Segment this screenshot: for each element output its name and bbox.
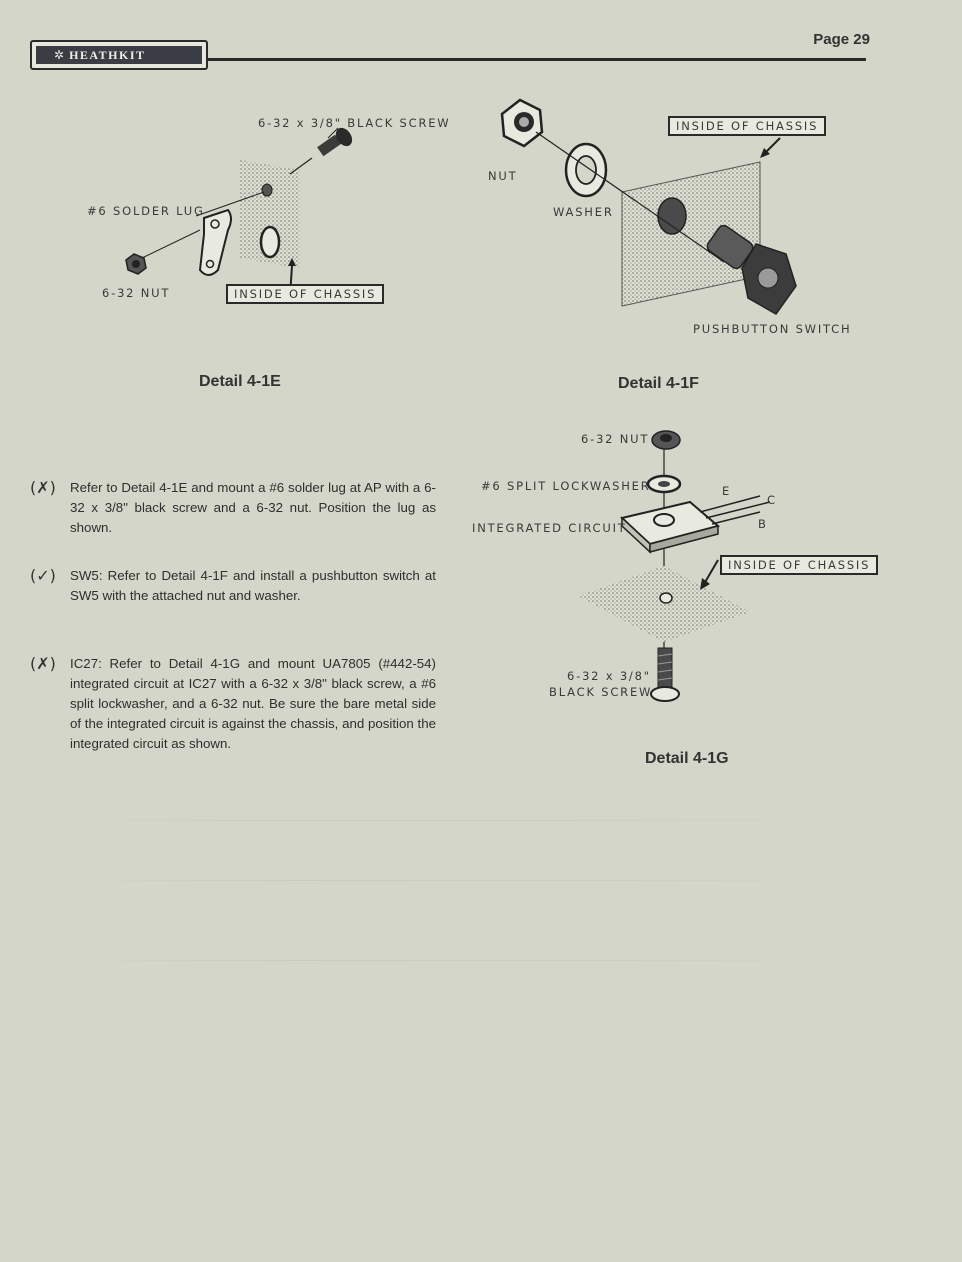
- hex-nut-icon: [652, 431, 680, 449]
- label-nut: NUT: [488, 169, 518, 183]
- chassis-panel: [622, 162, 760, 306]
- step-checkbox[interactable]: (✗): [30, 478, 56, 497]
- label-nut: 6-32 NUT: [581, 432, 650, 446]
- label-washer: WASHER: [553, 205, 614, 219]
- washer-icon: [566, 144, 606, 196]
- integrated-circuit-icon: [622, 496, 770, 552]
- solder-lug-icon: [200, 210, 231, 275]
- caption-detail-4-1e: Detail 4-1E: [199, 373, 281, 390]
- label-pin-e: E: [722, 484, 732, 498]
- page-show-through: [40, 880, 892, 881]
- label-integrated-circuit: INTEGRATED CIRCUIT: [472, 521, 627, 535]
- logo-text: HEATHKIT: [69, 47, 146, 62]
- label-nut: 6-32 NUT: [102, 286, 171, 300]
- chassis-round-hole: [262, 184, 272, 196]
- label-inside-chassis: INSIDE OF CHASSIS: [720, 555, 878, 575]
- step-checkbox[interactable]: (✓): [30, 566, 56, 585]
- split-lockwasher-icon: [648, 476, 680, 492]
- instruction-step: [30, 478, 436, 538]
- label-split-lockwasher: #6 SPLIT LOCKWASHER: [481, 479, 651, 493]
- label-black-screw: 6-32 x 3/8" BLACK SCREW: [258, 116, 451, 130]
- chassis-panel: [578, 566, 750, 642]
- label-inside-chassis: INSIDE OF CHASSIS: [226, 284, 384, 304]
- chassis-hole: [658, 198, 686, 234]
- logo-emblem-icon: ✲: [54, 48, 65, 62]
- label-screw-size: 6-32 x 3/8": [567, 669, 651, 683]
- label-solder-lug: #6 SOLDER LUG: [87, 204, 205, 218]
- step-checkbox[interactable]: (✗): [30, 654, 56, 673]
- black-screw-icon: [651, 648, 679, 701]
- page-show-through: [40, 820, 892, 821]
- header-rule: [206, 58, 866, 61]
- caption-detail-4-1g: Detail 4-1G: [645, 750, 729, 767]
- page-number: Page 29: [813, 31, 870, 48]
- label-pin-c: C: [767, 493, 777, 507]
- step-text: SW5: Refer to Detail 4-1F and install a pushbutton switch at SW5 with the attached nut and washer.: [70, 568, 436, 603]
- hex-nut-icon: [502, 100, 542, 146]
- label-pin-b: B: [758, 517, 768, 531]
- step-text: Refer to Detail 4-1E and mount a #6 solder lug at AP with a 6-32 x 3/8" black screw and a 6-32 nut. Position the lug as shown.: [70, 480, 436, 535]
- instruction-step: [30, 566, 436, 606]
- page-show-through: [40, 960, 892, 961]
- black-screw-icon: [290, 125, 355, 174]
- label-black-screw: BLACK SCREW: [549, 685, 653, 699]
- instruction-step: [30, 654, 436, 754]
- label-inside-chassis: INSIDE OF CHASSIS: [668, 116, 826, 136]
- step-text: IC27: Refer to Detail 4-1G and mount UA7805 (#442-54) integrated circuit at IC27 with a 6-32 x 3/8" black screw, a #6 split lockwasher, and a 6-32 nut. Be sure the bare metal side of the integrated circuit is against the chassis, and position the integrated circuit as shown.: [70, 656, 436, 751]
- chassis-oval-hole: [261, 227, 279, 257]
- hex-nut-icon: [126, 254, 146, 274]
- chassis-hole: [660, 593, 672, 603]
- label-pushbutton-switch: PUSHBUTTON SWITCH: [693, 322, 852, 336]
- caption-detail-4-1f: Detail 4-1F: [618, 375, 699, 392]
- heathkit-logo: [30, 40, 208, 70]
